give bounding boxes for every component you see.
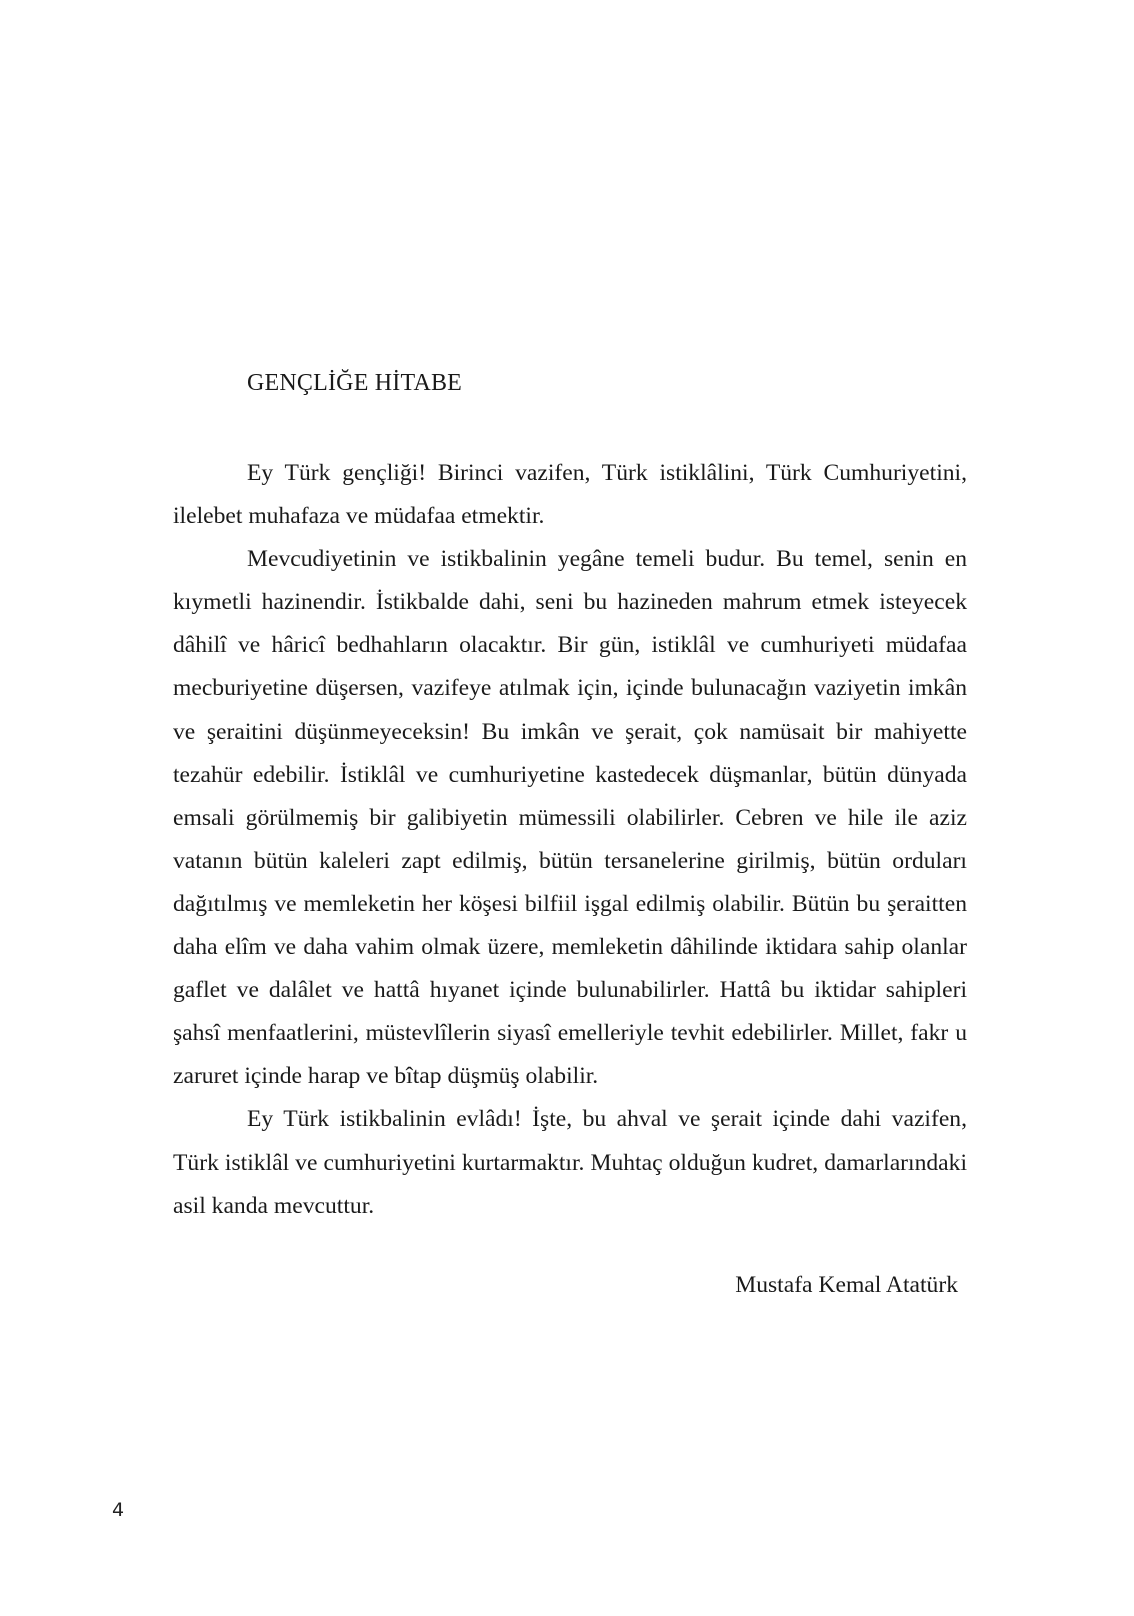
signature: Mustafa Kemal Atatürk	[735, 1272, 958, 1298]
page-number: 4	[112, 1499, 125, 1521]
speech-body	[173, 452, 967, 1228]
paragraph-2: Mevcudiyetinin ve istikbalinin yegâne temeli budur. Bu temel, senin en kıymetli hazinendir. İstikbalde dahi, seni bu hazineden mahrum etmek isteyecek dâhilî ve hâricî bedhahların olacaktır. Bir gün, istiklâl ve cumhuriyeti müdafaa mecburiyetine düşersen, vazifeye atılmak için, içinde bulunacağın vaziyetin imkân ve şeraitini düşünmeyeceksin! Bu imkân ve şerait, çok namüsait bir mahiyette tezahür edebilir. İstiklâl ve cumhuriyetine kastedecek düşmanlar, bütün dünyada emsali görülmemiş bir galibiyetin mümessili olabilirler. Cebren ve hile ile aziz vatanın bütün kaleleri zapt edilmiş, bütün tersanelerine girilmiş, bütün orduları dağıtılmış ve memleketin her köşesi bilfiil işgal edilmiş olabilir. Bütün bu şeraitten daha elîm ve daha vahim olmak üzere, memleketin dâhilinde iktidara sahip olanlar gaflet ve dalâlet ve hattâ hıyanet içinde bulunabilirler. Hattâ bu iktidar sahipleri şahsî menfaatlerini, müstevlîlerin siyasî emelleriyle tevhit edebilirler. Millet, fakr u zaruret içinde harap ve bîtap düşmüş olabilir.	[173, 546, 967, 1090]
page-title: GENÇLİĞE HİTABE	[247, 370, 463, 396]
paragraph-1: Ey Türk gençliği! Birinci vazifen, Türk istiklâlini, Türk Cumhuriyetini, ilelebet muhafaza ve müdafaa etmektir.	[173, 460, 967, 530]
paragraph-3: Ey Türk istikbalinin evlâdı! İşte, bu ahval ve şerait içinde dahi vazifen, Türk istiklâl ve cumhuriyetini kurtarmaktır. Muhtaç olduğun kudret, damarlarındaki asil kanda mevcuttur.	[173, 1106, 967, 1219]
